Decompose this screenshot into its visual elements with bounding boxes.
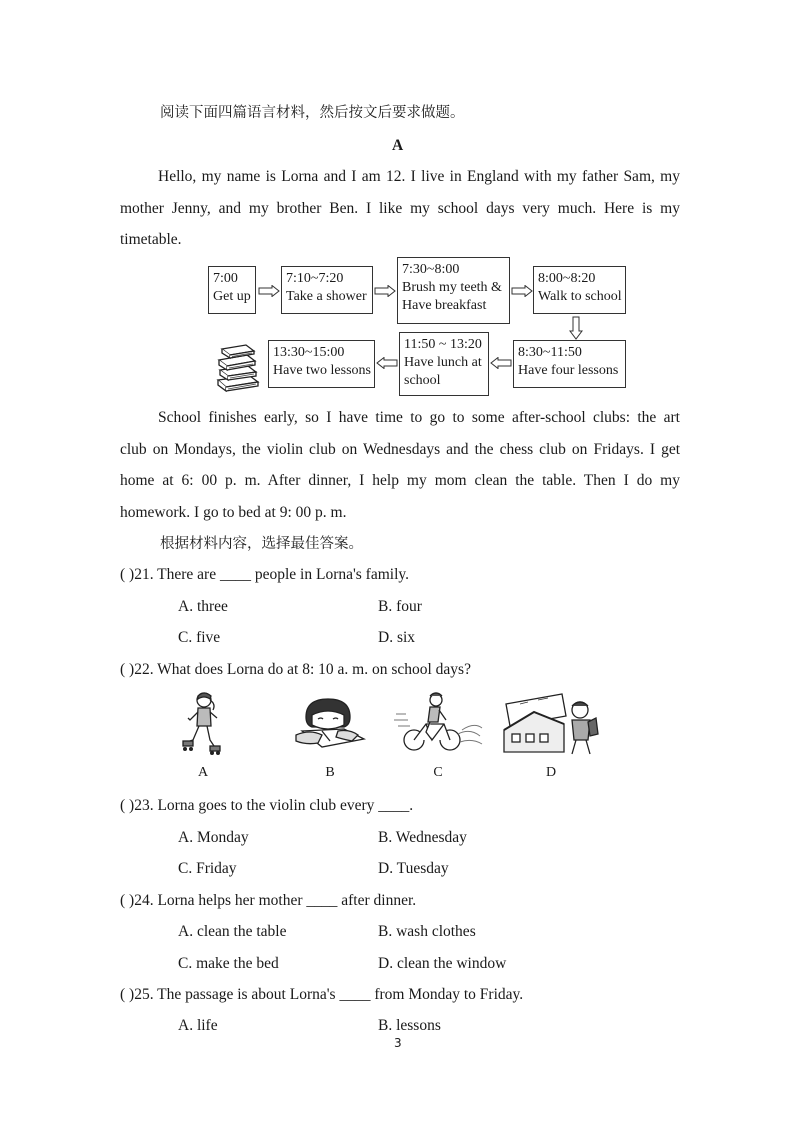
arrow-right-icon — [511, 285, 533, 297]
box-activity: Get up — [213, 289, 251, 304]
q23-option-a[interactable]: A. Monday — [178, 829, 249, 846]
picture-label-c: C — [433, 765, 443, 780]
box-time: 8:30~11:50 — [518, 345, 582, 360]
box-time: 7:10~7:20 — [286, 271, 344, 286]
box-activity: Have breakfast — [402, 298, 487, 313]
timetable-box-getup — [208, 266, 256, 314]
bike-riding-girl-picture[interactable] — [392, 690, 484, 756]
q21-option-a[interactable]: A. three — [178, 598, 228, 615]
paragraph2-line4: homework. I go to bed at 9: 00 p. m. — [120, 504, 347, 521]
paragraph1-line2: mother Jenny, and my brother Ben. I like my school days very much. Here is my — [120, 200, 680, 217]
arrow-right-icon — [374, 285, 396, 297]
box-time: 7:30~8:00 — [402, 262, 460, 277]
box-activity: Have two lessons — [273, 363, 371, 378]
timetable-box-four-lessons — [513, 340, 626, 388]
q23-option-d[interactable]: D. Tuesday — [378, 860, 449, 877]
q21-option-d[interactable]: D. six — [378, 629, 416, 646]
box-activity: Have four lessons — [518, 363, 619, 378]
timetable-box-shower — [281, 266, 373, 314]
timetable-box-walk — [533, 266, 626, 314]
q21-option-b[interactable]: B. four — [378, 598, 422, 615]
box-time: 11:50 ~ 13:20 — [404, 337, 482, 352]
arrow-down-icon — [569, 316, 583, 340]
picture-label-a: A — [197, 765, 209, 780]
q21-option-c[interactable]: C. five — [178, 629, 221, 646]
q24-option-a[interactable]: A. clean the table — [178, 923, 287, 940]
arrow-left-icon — [490, 357, 512, 369]
paragraph2-line1: School finishes early, so I have time to go to some after-school clubs: the art — [158, 409, 680, 426]
question-24: ( )24. Lorna helps her mother ____ after dinner. — [120, 892, 417, 909]
task-instruction: 根据材料内容，选择最佳答案。 — [160, 536, 363, 552]
roller-skating-girl-picture[interactable] — [180, 690, 224, 758]
q23-option-b[interactable]: B. Wednesday — [378, 829, 467, 846]
question-23: ( )23. Lorna goes to the violin club every ____. — [120, 797, 414, 814]
q25-option-a[interactable]: A. life — [178, 1017, 218, 1034]
q23-option-c[interactable]: C. Friday — [178, 860, 237, 877]
books-icon — [214, 342, 262, 392]
question-22: ( )22. What does Lorna do at 8: 10 a. m. on school days? — [120, 661, 471, 678]
box-time: 7:00 — [213, 271, 238, 286]
box-activity: Take a shower — [286, 289, 367, 304]
q24-option-d[interactable]: D. clean the window — [378, 955, 507, 972]
page-number: 3 — [394, 1036, 402, 1050]
timetable-box-two-lessons — [268, 340, 375, 388]
box-time: 13:30~15:00 — [273, 345, 345, 360]
timetable-box-lunch — [399, 332, 489, 396]
timetable-box-breakfast — [397, 257, 510, 324]
arrow-right-icon — [258, 285, 280, 297]
section-heading: A — [392, 137, 404, 154]
paragraph1-line3: timetable. — [120, 231, 182, 248]
writing-girl-picture[interactable] — [292, 695, 368, 753]
box-activity: Walk to school — [538, 289, 622, 304]
q24-option-c[interactable]: C. make the bed — [178, 955, 279, 972]
box-activity: Brush my teeth & — [402, 280, 502, 295]
paragraph1-line1: Hello, my name is Lorna and I am 12. I live in England with my father Sam, my — [158, 168, 680, 185]
arrow-left-icon — [376, 357, 398, 369]
walking-to-school-picture[interactable] — [500, 690, 602, 760]
paragraph2-line3: home at 6: 00 p. m. After dinner, I help my mom clean the table. Then I do my — [120, 472, 680, 489]
question-25: ( )25. The passage is about Lorna's ____ from Monday to Friday. — [120, 986, 524, 1003]
q24-option-b[interactable]: B. wash clothes — [378, 923, 476, 940]
box-time: 8:00~8:20 — [538, 271, 596, 286]
reading-instruction: 阅读下面四篇语言材料，然后按文后要求做题。 — [160, 105, 465, 121]
box-activity: Have lunch at — [404, 355, 482, 370]
picture-label-d: D — [545, 765, 557, 780]
q25-option-b[interactable]: B. lessons — [378, 1017, 441, 1034]
paragraph2-line2: club on Mondays, the violin club on Wednesdays and the chess club on Fridays. I get — [120, 441, 680, 458]
question-21: ( )21. There are ____ people in Lorna's family. — [120, 566, 410, 583]
box-activity: school — [404, 373, 441, 388]
picture-label-b: B — [325, 765, 335, 780]
